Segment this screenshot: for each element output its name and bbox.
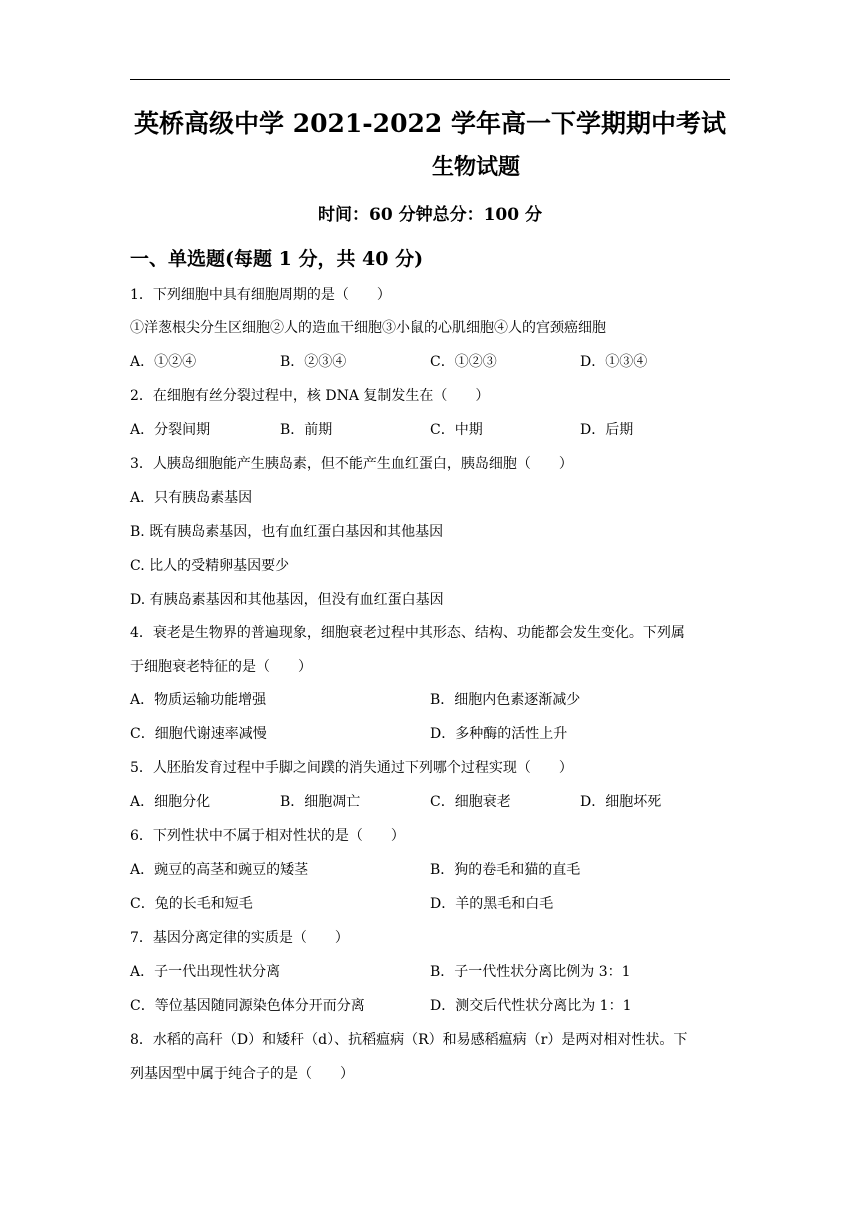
exam-title: 英桥高级中学 2021-2022 学年高一下学期期中考试 [134,109,726,138]
question-6-option-a: A．豌豆的高茎和豌豆的矮茎 [130,862,309,878]
question-7-option-a: A．子一代出现性状分离 [130,964,281,980]
question-4-stem: 4．衰老是生物界的普遍现象，细胞衰老过程中其形态、结构、功能都会发生变化。下列属 [130,625,685,641]
question-5-option-d: D．细胞坏死 [580,794,662,810]
question-5-option-b: B．细胞凋亡 [280,794,361,810]
question-7-option-b: B．子一代性状分离比例为 3：1 [430,964,631,980]
question-6-stem: 6．下列性状中不属于相对性状的是（ ） [130,828,405,844]
question-8-stem-cont: 列基因型中属于纯合子的是（ ） [130,1066,354,1082]
header-rule [130,79,730,80]
question-5-option-c: C．细胞衰老 [430,794,511,810]
question-1-option-c: C．①②③ [430,354,497,370]
question-5-stem: 5．人胚胎发育过程中手脚之间蹼的消失通过下列哪个过程实现（ ） [130,760,573,776]
question-6-option-b: B．狗的卷毛和猫的直毛 [430,862,581,878]
question-2-stem: 2．在细胞有丝分裂过程中，核 DNA 复制发生在（ ） [130,388,490,404]
question-7-stem: 7．基因分离定律的实质是（ ） [130,930,349,946]
question-2-option-d: D．后期 [580,422,634,438]
question-2-option-b: B．前期 [280,422,333,438]
question-7-option-c: C．等位基因随同源染色体分开而分离 [130,998,365,1014]
question-4-option-b: B．细胞内色素逐渐减少 [430,692,581,708]
question-1-stem-items: ①洋葱根尖分生区细胞②人的造血干细胞③小鼠的心肌细胞④人的宫颈癌细胞 [130,320,606,336]
question-4-option-d: D．多种酶的活性上升 [430,726,568,742]
question-6-option-c: C．兔的长毛和短毛 [130,896,253,912]
question-3-stem: 3．人胰岛细胞能产生胰岛素，但不能产生血红蛋白，胰岛细胞（ ） [130,456,573,472]
section-heading: 一、单选题(每题 1 分，共 40 分) [130,248,424,270]
question-1-option-d: D．①③④ [580,354,648,370]
question-2-option-a: A．分裂间期 [130,422,211,438]
question-6-option-d: D．羊的黑毛和白毛 [430,896,554,912]
question-1-option-b: B．②③④ [280,354,347,370]
question-7-option-d: D．测交后代性状分离比为 1：1 [430,998,632,1014]
question-1-option-a: A．①②④ [130,354,197,370]
question-8-stem: 8．水稻的高秆（D）和矮秆（d）、抗稻瘟病（R）和易感稻瘟病（r）是两对相对性状。下 [130,1032,688,1048]
question-3-option-a: A．只有胰岛素基因 [130,490,253,506]
exam-meta: 时间：60 分钟总分：100 分 [318,205,542,225]
exam-subject: 生物试题 [431,154,520,180]
question-2-option-c: C．中期 [430,422,483,438]
question-3-option-b: B. 既有胰岛素基因，也有血红蛋白基因和其他基因 [130,524,444,540]
question-3-option-c: C. 比人的受精卵基因要少 [130,558,290,574]
question-1-stem: 1．下列细胞中具有细胞周期的是（ ） [130,287,391,303]
question-3-option-d: D. 有胰岛素基因和其他基因，但没有血红蛋白基因 [130,592,444,608]
question-5-option-a: A．细胞分化 [130,794,211,810]
question-4-option-c: C．细胞代谢速率减慢 [130,726,267,742]
question-4-option-a: A．物质运输功能增强 [130,692,267,708]
question-4-stem-cont: 于细胞衰老特征的是（ ） [130,659,312,675]
